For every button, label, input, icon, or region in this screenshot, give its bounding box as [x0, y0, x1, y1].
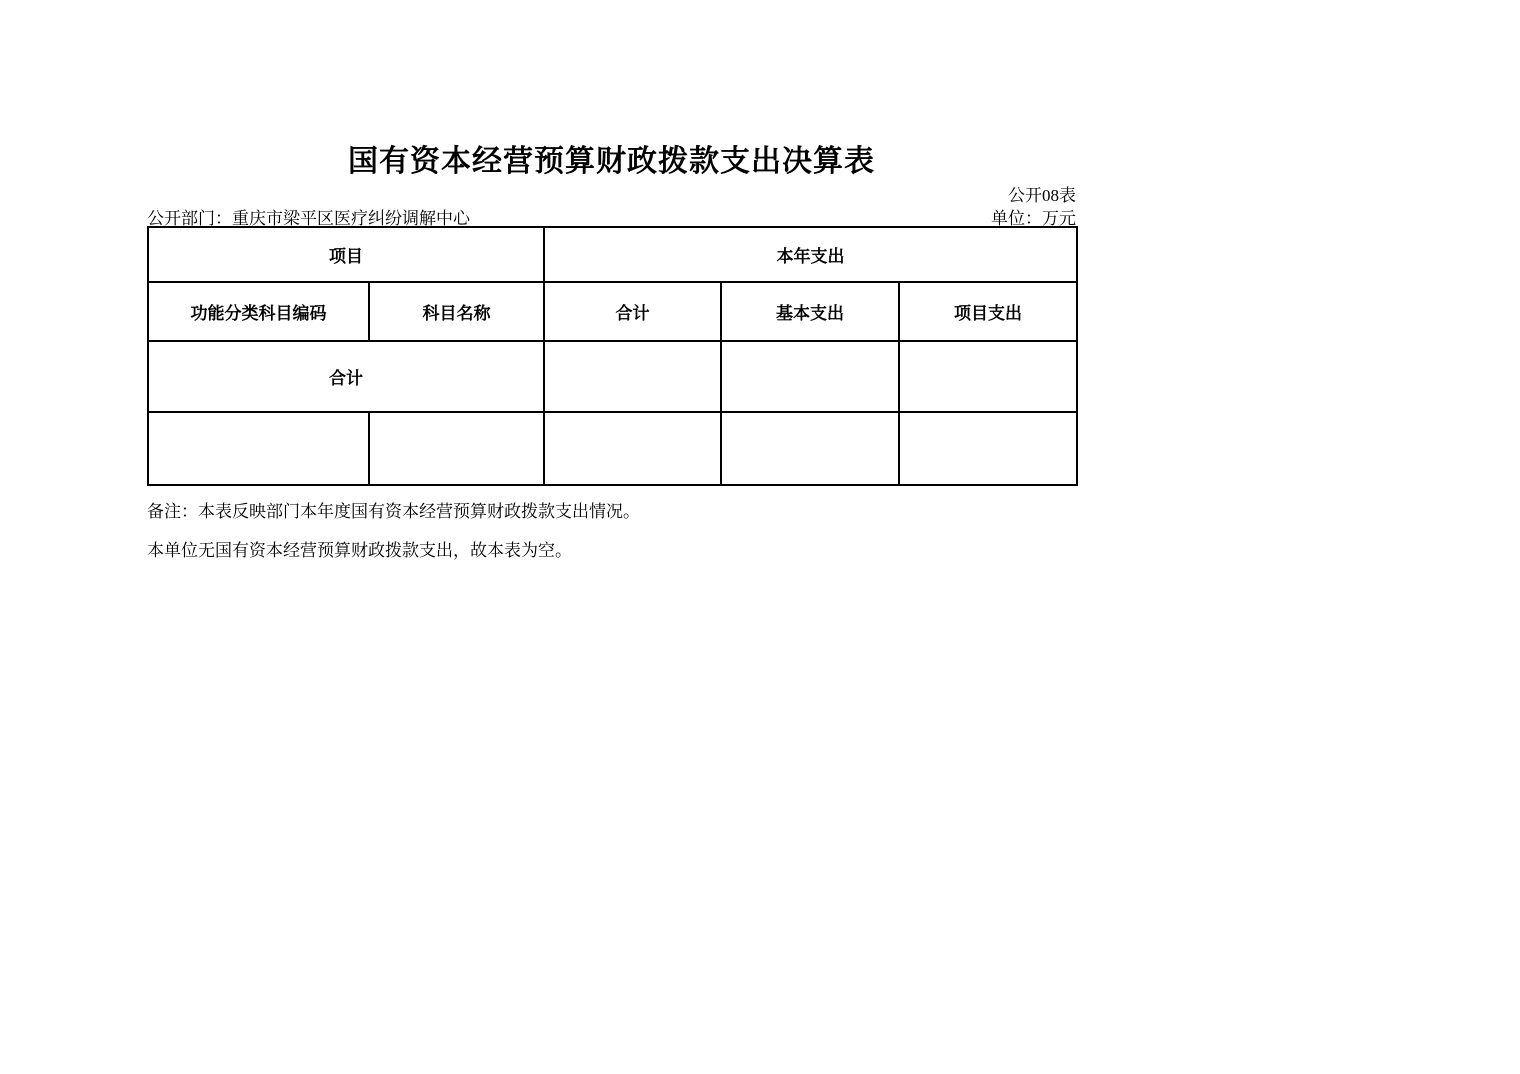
total-row-value-cell — [544, 341, 721, 412]
header-function-code-cell: 功能分类科目编码 — [148, 282, 369, 341]
empty-data-cell — [148, 412, 369, 485]
fiscal-table — [147, 226, 1078, 486]
table-row-empty — [148, 412, 1077, 485]
total-row-value-cell — [721, 341, 899, 412]
note-remark: 备注：本表反映部门本年度国有资本经营预算财政拨款支出情况。 — [147, 502, 640, 521]
empty-data-cell — [369, 412, 544, 485]
total-row-label-cell: 合计 — [148, 341, 544, 412]
table-header-group-row — [148, 227, 1077, 282]
unit-label: 单位：万元 — [991, 209, 1076, 228]
header-subject-name-cell: 科目名称 — [369, 282, 544, 341]
header-basic-expenditure-cell: 基本支出 — [721, 282, 899, 341]
table-header-columns-row — [148, 282, 1077, 341]
note-empty-table: 本单位无国有资本经营预算财政拨款支出，故本表为空。 — [147, 541, 572, 560]
page-title: 国有资本经营预算财政拨款支出决算表 — [348, 145, 875, 178]
header-total-cell: 合计 — [544, 282, 721, 341]
table-row-total — [148, 341, 1077, 412]
header-project-group-cell: 项目 — [148, 227, 544, 282]
empty-data-cell — [721, 412, 899, 485]
form-code-label: 公开08表 — [1008, 186, 1076, 205]
empty-data-cell — [899, 412, 1077, 485]
header-project-expenditure-cell: 项目支出 — [899, 282, 1077, 341]
document-sheet — [147, 0, 1076, 1074]
total-row-value-cell — [899, 341, 1077, 412]
header-year-expenditure-group-cell: 本年支出 — [544, 227, 1077, 282]
empty-data-cell — [544, 412, 721, 485]
department-label: 公开部门：重庆市梁平区医疗纠纷调解中心 — [147, 209, 470, 228]
